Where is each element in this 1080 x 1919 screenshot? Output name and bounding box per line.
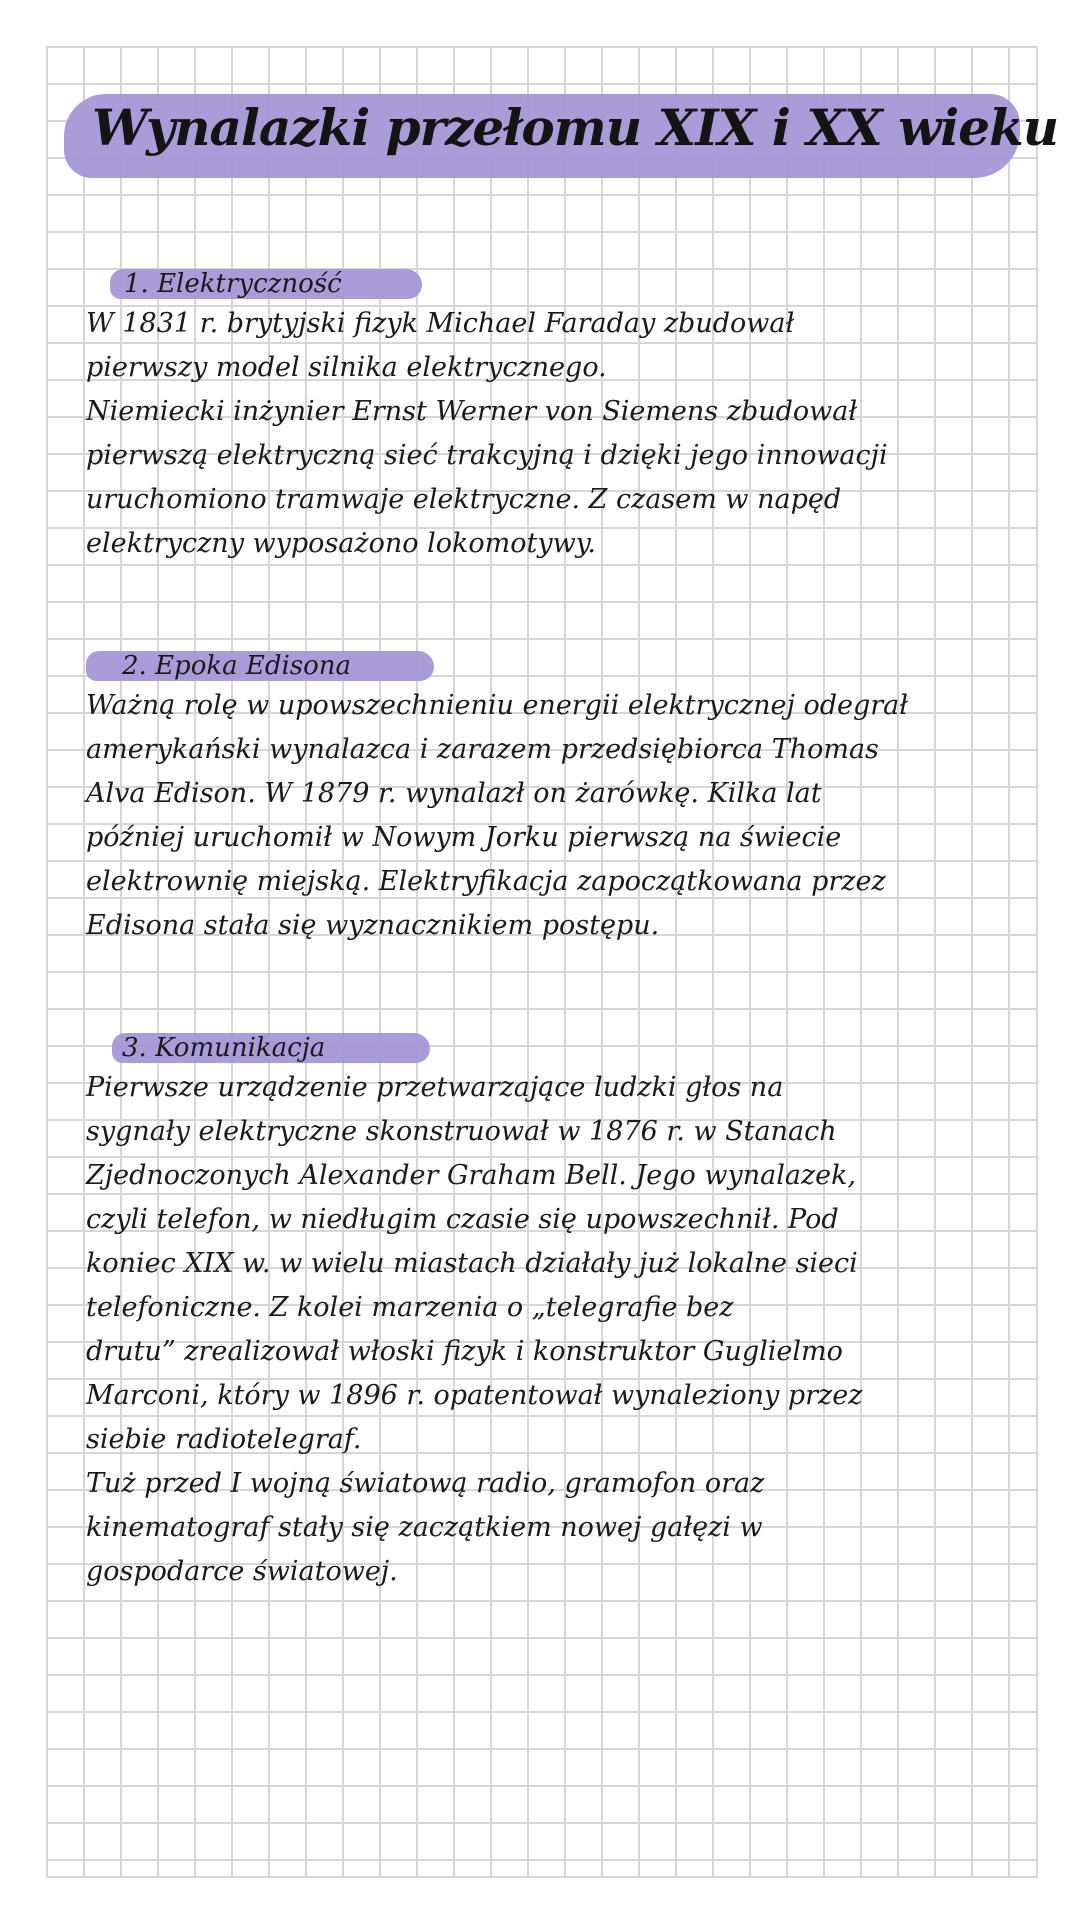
section-komunikacja xyxy=(86,1030,1006,1594)
text-line: czyli telefon, w niedługim czasie się upowszechnił. Pod xyxy=(86,1204,839,1235)
text-line: W 1831 r. brytyjski fizyk Michael Faraday zbudował xyxy=(86,308,795,339)
text-line: kinematograf stały się zaczątkiem nowej gałęzi w xyxy=(86,1512,763,1543)
text-line: Tuż przed I wojną światową radio, gramofon oraz xyxy=(86,1468,765,1499)
text-line: drutu” zrealizował włoski fizyk i konstruktor Guglielmo xyxy=(86,1336,843,1367)
section-heading: 2. Epoka Edisona xyxy=(122,651,352,681)
title-block xyxy=(64,82,1059,178)
text-line: Alva Edison. W 1879 r. wynalazł on żarówkę. Kilka lat xyxy=(86,778,822,809)
text-line: Niemiecki inżynier Ernst Werner von Siemens zbudował xyxy=(86,396,858,427)
section-heading: 3. Komunikacja xyxy=(122,1033,326,1063)
text-line: Pierwsze urządzenie przetwarzające ludzki głos na xyxy=(86,1072,784,1103)
text-line: później uruchomił w Nowym Jorku pierwszą na świecie xyxy=(86,822,842,853)
text-line: elektrownię miejską. Elektryfikacja zapoczątkowana przez xyxy=(86,866,886,897)
page-title: Wynalazki przełomu XIX i XX wieku xyxy=(92,98,1059,157)
section-elektrycznosc xyxy=(86,266,1006,566)
text-line: sygnały elektryczne skonstruował w 1876 r. w Stanach xyxy=(86,1116,837,1147)
text-line: Marconi, który w 1896 r. opatentował wynaleziony przez xyxy=(86,1380,863,1411)
text-line: pierwszy model silnika elektrycznego. xyxy=(86,352,607,383)
text-line: telefoniczne. Z kolei marzenia o „telegrafie bez xyxy=(86,1292,734,1323)
text-line: amerykański wynalazca i zarazem przedsiębiorca Thomas xyxy=(86,734,879,765)
text-line: siebie radiotelegraf. xyxy=(86,1424,362,1455)
text-line: pierwszą elektryczną sieć trakcyjną i dzięki jego innowacji xyxy=(86,440,888,471)
text-line: Ważną rolę w upowszechnieniu energii elektrycznej odegrał xyxy=(86,690,909,721)
text-line: gospodarce światowej. xyxy=(86,1556,398,1587)
section-heading-block xyxy=(86,648,1006,684)
text-line: elektryczny wyposażono lokomotywy. xyxy=(86,528,596,559)
text-line: koniec XIX w. w wielu miastach działały już lokalne sieci xyxy=(86,1248,858,1279)
text-line: uruchomiono tramwaje elektryczne. Z czasem w napęd xyxy=(86,484,842,515)
section-heading: 1. Elektryczność xyxy=(124,269,342,299)
section-epoka-edisona xyxy=(86,648,1006,948)
text-line: Edisona stała się wyznacznikiem postępu. xyxy=(86,910,660,941)
section-heading-block xyxy=(86,266,1006,302)
text-line: Zjednoczonych Alexander Graham Bell. Jego wynalazek, xyxy=(86,1160,857,1191)
section-heading-block xyxy=(86,1030,1006,1066)
